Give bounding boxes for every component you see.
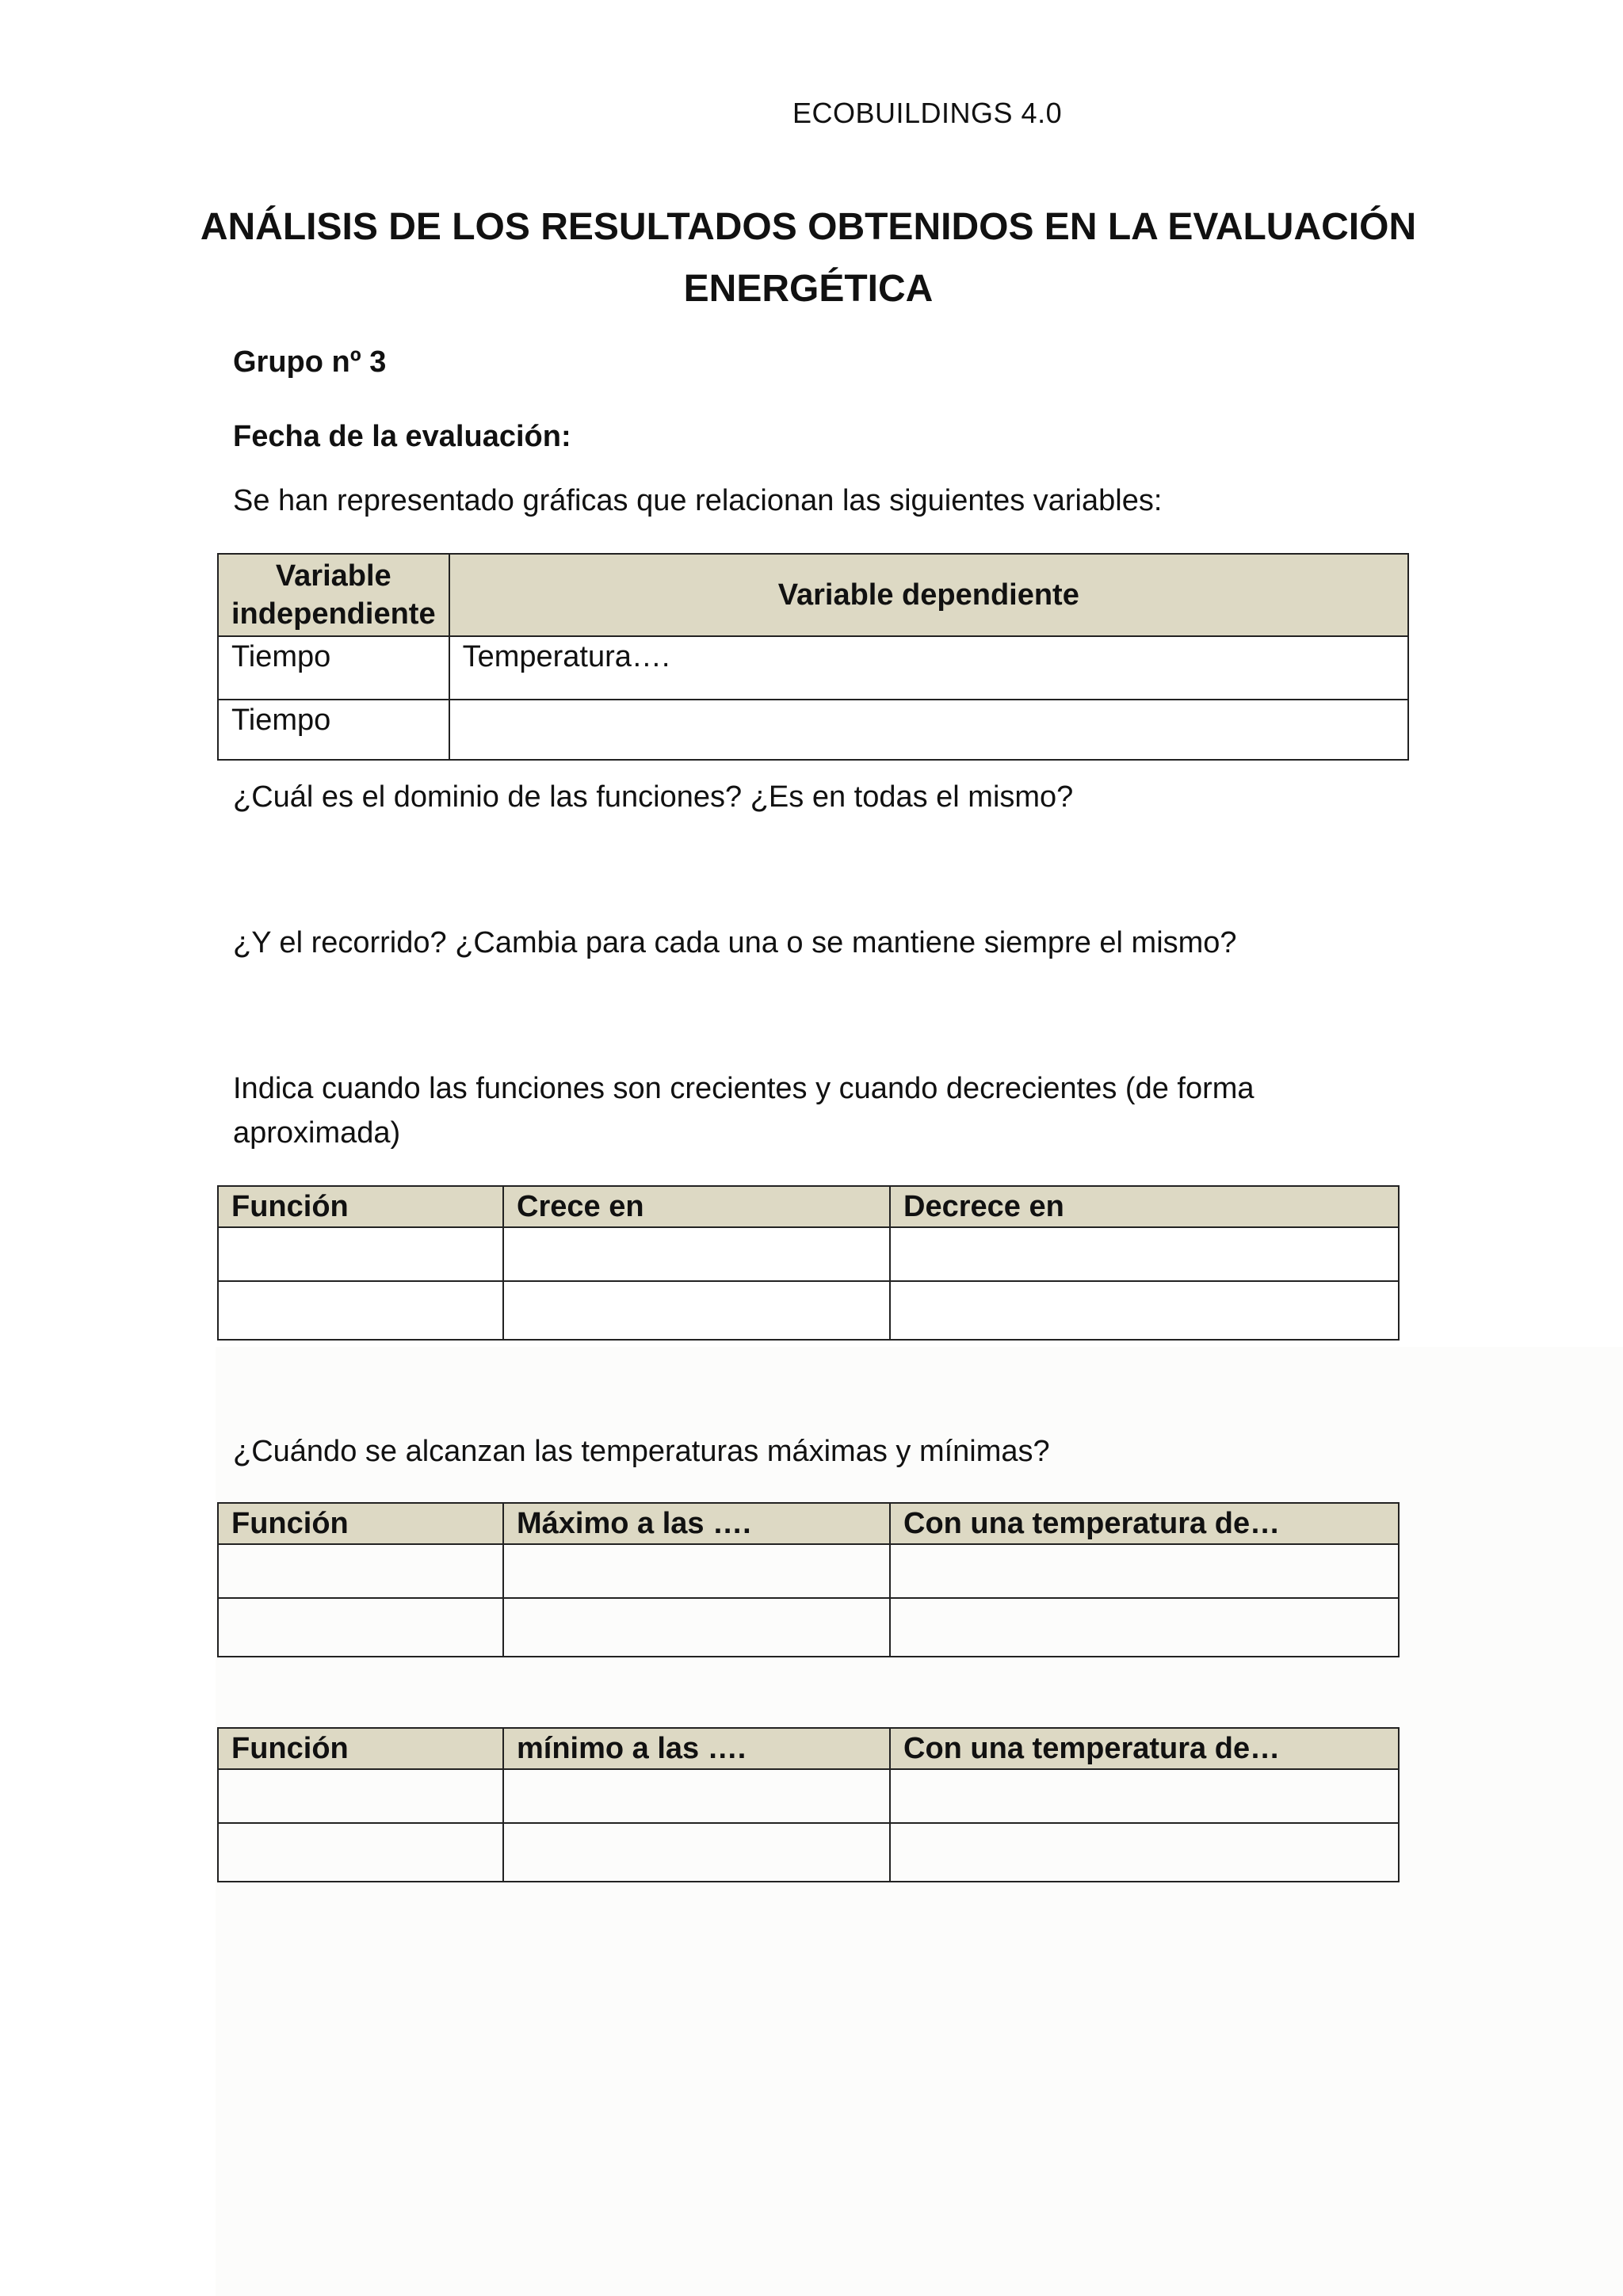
table-row xyxy=(218,1227,1399,1281)
table-cell[interactable] xyxy=(218,1769,503,1823)
header-decreases: Decrece en xyxy=(890,1186,1399,1227)
table-cell[interactable] xyxy=(503,1823,890,1882)
variables-table xyxy=(217,553,1409,761)
table-cell[interactable] xyxy=(503,1598,890,1657)
table-row xyxy=(218,1769,1399,1823)
table-header-row xyxy=(218,1186,1399,1227)
table-cell[interactable] xyxy=(890,1544,1399,1598)
cell-independent: Tiempo xyxy=(218,636,449,700)
minimum-table xyxy=(217,1727,1400,1882)
table-cell[interactable] xyxy=(503,1227,890,1281)
monotony-table xyxy=(217,1185,1400,1341)
cell-dependent[interactable]: Temperatura…. xyxy=(449,636,1408,700)
header-function: Función xyxy=(218,1186,503,1227)
question-monotony: Indica cuando las funciones son crecientes y cuando decrecientes (de forma aproximada) xyxy=(233,1072,1254,1150)
table-row xyxy=(218,1281,1399,1340)
header-maximum-time: Máximo a las …. xyxy=(503,1503,890,1544)
header-function: Función xyxy=(218,1503,503,1544)
header-temperature: Con una temperatura de… xyxy=(890,1503,1399,1544)
table-row xyxy=(218,1823,1399,1882)
table-row xyxy=(218,1544,1399,1598)
table-cell[interactable] xyxy=(503,1544,890,1598)
header-minimum-time: mínimo a las …. xyxy=(503,1728,890,1769)
table-cell[interactable] xyxy=(218,1227,503,1281)
table-cell[interactable] xyxy=(503,1281,890,1340)
date-label: Fecha de la evaluación: xyxy=(233,420,571,453)
table-header-row xyxy=(218,1503,1399,1544)
table-row xyxy=(218,636,1408,700)
table-row xyxy=(218,1598,1399,1657)
header-temperature: Con una temperatura de… xyxy=(890,1728,1399,1769)
page-header: ECOBUILDINGS 4.0 xyxy=(792,97,1063,129)
title-line-1: ANÁLISIS DE LOS RESULTADOS OBTENIDOS EN LA EVALUACIÓN xyxy=(200,206,1417,248)
cell-independent: Tiempo xyxy=(218,700,449,760)
question-extremes: ¿Cuándo se alcanzan las temperaturas máximas y mínimas? xyxy=(233,1435,1050,1468)
table-cell[interactable] xyxy=(218,1544,503,1598)
table-cell[interactable] xyxy=(890,1227,1399,1281)
header-dependent: Variable dependiente xyxy=(449,554,1408,636)
cell-dependent[interactable] xyxy=(449,700,1408,760)
question-range: ¿Y el recorrido? ¿Cambia para cada una o se mantiene siempre el mismo? xyxy=(233,926,1237,959)
table-cell[interactable] xyxy=(890,1598,1399,1657)
table-cell[interactable] xyxy=(218,1823,503,1882)
table-header-row xyxy=(218,554,1408,636)
intro-text: Se han representado gráficas que relacionan las siguientes variables: xyxy=(233,484,1163,517)
maximum-table xyxy=(217,1502,1400,1657)
title-line-2: ENERGÉTICA xyxy=(683,268,934,310)
table-cell[interactable] xyxy=(890,1281,1399,1340)
table-header-row xyxy=(218,1728,1399,1769)
page-title xyxy=(190,196,1426,320)
table-cell[interactable] xyxy=(503,1769,890,1823)
header-independent: Variable independiente xyxy=(218,554,449,636)
question-domain: ¿Cuál es el dominio de las funciones? ¿Es en todas el mismo? xyxy=(233,780,1074,814)
group-label: Grupo nº 3 xyxy=(233,345,387,379)
header-increases: Crece en xyxy=(503,1186,890,1227)
header-function: Función xyxy=(218,1728,503,1769)
table-cell[interactable] xyxy=(218,1281,503,1340)
table-row xyxy=(218,700,1408,760)
table-cell[interactable] xyxy=(218,1598,503,1657)
table-cell[interactable] xyxy=(890,1769,1399,1823)
table-cell[interactable] xyxy=(890,1823,1399,1882)
